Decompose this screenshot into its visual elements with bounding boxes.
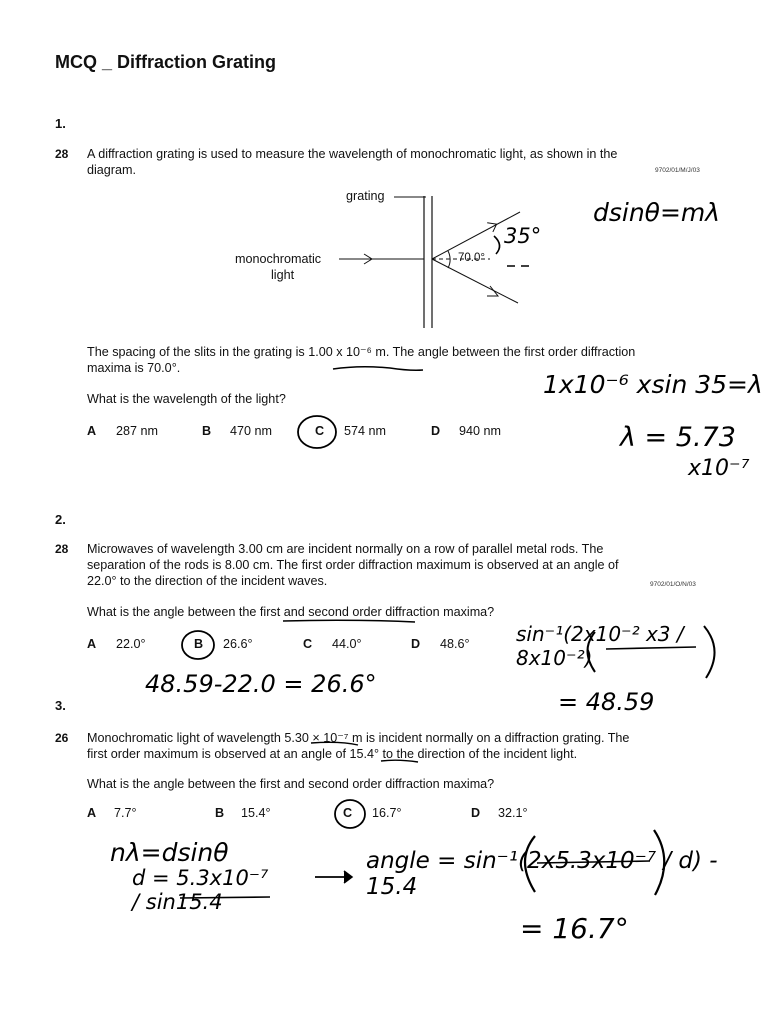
question-2-label: 2. xyxy=(55,512,66,527)
question-2-source-number: 28 xyxy=(55,542,69,556)
handwritten-result-exponent-q1: x10⁻⁷ xyxy=(688,456,750,481)
handwritten-result-q2: = 48.59 xyxy=(558,688,655,716)
question-3-label: 3. xyxy=(55,698,66,713)
question-1-reference: 9702/01/M/J/03 xyxy=(655,167,700,174)
q2-option-d-letter[interactable]: D xyxy=(411,637,421,651)
handwritten-calc-q1: 1x10⁻⁶ xsin 35=λ xyxy=(543,370,763,399)
handwritten-underline-order xyxy=(283,620,415,622)
q1-option-d-value[interactable]: 940 nm xyxy=(459,424,502,438)
question-1-label: 1. xyxy=(55,116,66,131)
q1-option-c-value[interactable]: 574 nm xyxy=(344,424,387,438)
q2-option-b-letter[interactable]: B xyxy=(194,637,204,651)
q2-option-a-letter[interactable]: A xyxy=(87,637,97,651)
handwritten-underline-spacing xyxy=(333,367,423,371)
question-1-source-number: 28 xyxy=(55,147,69,161)
handwritten-angle-expression-q3: angle = sin⁻¹(2x5.3x10⁻⁷ / d) - 15.4 xyxy=(366,848,718,900)
question-2-prompt: What is the angle between the first and second order diffraction maxima? xyxy=(87,605,495,619)
monochromatic-label: monochromatic xyxy=(235,252,322,266)
angle-label: 70.0° xyxy=(458,252,485,264)
question-3-prompt: What is the angle between the first and second order diffraction maxima? xyxy=(87,777,495,791)
q2-option-c-letter[interactable]: C xyxy=(303,637,313,651)
q3-option-c-value[interactable]: 16.7° xyxy=(372,806,402,820)
question-1-text-line-2: diagram. xyxy=(87,163,136,177)
q1-option-a-letter[interactable]: A xyxy=(87,424,97,438)
handwritten-calc-q2: sin⁻¹(2x10⁻² x3 / 8x10⁻²) xyxy=(516,622,684,670)
lower-diffracted-ray xyxy=(432,259,518,303)
question-3-text-line-2: first order maximum is observed at an angle of 15.4° to the direction of the incident light. xyxy=(87,747,578,761)
question-2-text-line-3: 22.0° to the direction of the incident waves. xyxy=(87,574,328,588)
page-title: MCQ _ Diffraction Grating xyxy=(55,52,277,72)
q2-option-c-value[interactable]: 44.0° xyxy=(332,637,362,651)
q3-option-d-letter[interactable]: D xyxy=(471,806,481,820)
question-2-text-line-2: separation of the rods is 8.00 cm. The first order diffraction maximum is observed at an angle of xyxy=(87,558,619,572)
q1-option-b-letter[interactable]: B xyxy=(202,424,212,438)
q2-option-b-value[interactable]: 26.6° xyxy=(223,637,253,651)
q3-option-a-letter[interactable]: A xyxy=(87,806,97,820)
q3-option-b-value[interactable]: 15.4° xyxy=(241,806,271,820)
handwritten-angle-q1: 35° xyxy=(504,224,542,248)
q1-option-b-value[interactable]: 470 nm xyxy=(230,424,273,438)
handwritten-formula-q3: nλ=dsinθ xyxy=(110,838,229,867)
question-3-text-line-1: Monochromatic light of wavelength 5.30 × 10⁻⁷ m is incident normally on a diffraction grating. The xyxy=(87,731,630,745)
q1-option-d-letter[interactable]: D xyxy=(431,424,441,438)
handwritten-result-q3: = 16.7° xyxy=(520,912,629,945)
grating-label: grating xyxy=(346,189,385,203)
q1-option-a-value[interactable]: 287 nm xyxy=(116,424,159,438)
handwritten-result-q1: λ = 5.73 xyxy=(620,422,736,453)
handwritten-difference-q2: 48.59-22.0 = 26.6° xyxy=(145,670,377,698)
handwritten-d-expression-q3: d = 5.3x10⁻⁷ / sin15.4 xyxy=(132,866,269,914)
question-1-prompt: What is the wavelength of the light? xyxy=(87,392,286,406)
q2-option-d-value[interactable]: 48.6° xyxy=(440,637,470,651)
question-1-text2-line-2: maxima is 70.0°. xyxy=(87,361,181,375)
q3-option-d-value[interactable]: 32.1° xyxy=(498,806,528,820)
q3-option-a-value[interactable]: 7.7° xyxy=(114,806,137,820)
handwritten-formula-q1: dsinθ=mλ xyxy=(593,198,721,227)
handwritten-angle-bracket xyxy=(494,236,500,254)
q2-option-a-value[interactable]: 22.0° xyxy=(116,637,146,651)
question-1-text2-line-1: The spacing of the slits in the grating is 1.00 x 10⁻⁶ m. The angle between the first order diffraction xyxy=(87,345,636,359)
question-3-source-number: 26 xyxy=(55,731,69,745)
question-2-reference: 9702/01/O/N/03 xyxy=(650,581,696,588)
question-1-text-line-1: A diffraction grating is used to measure the wavelength of monochromatic light, as shown in the xyxy=(87,147,618,161)
light-label: light xyxy=(271,268,295,282)
question-2-text-line-1: Microwaves of wavelength 3.00 cm are incident normally on a row of parallel metal rods. The xyxy=(87,542,604,556)
q3-option-c-letter[interactable]: C xyxy=(343,806,353,820)
q1-option-c-letter[interactable]: C xyxy=(315,424,325,438)
q3-option-b-letter[interactable]: B xyxy=(215,806,225,820)
